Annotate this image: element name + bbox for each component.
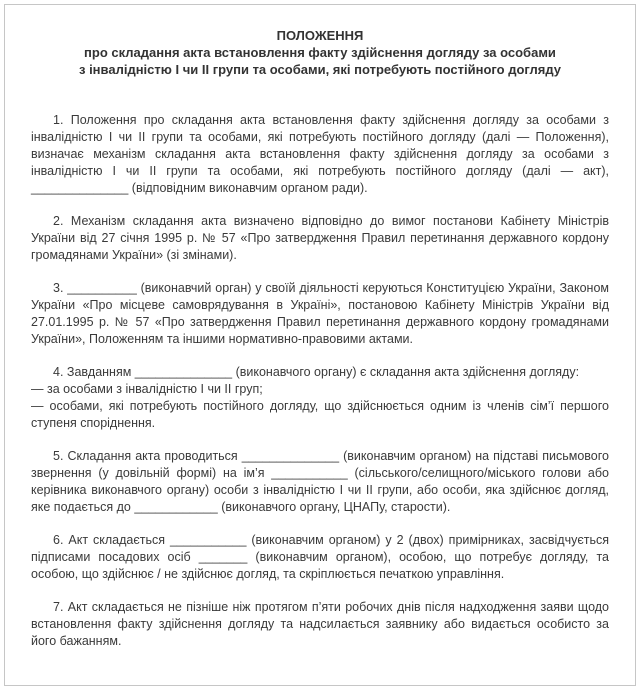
- paragraph-4-item-1: — за особами з інвалідністю I чи II груп;: [31, 382, 263, 396]
- document-page: [4, 4, 636, 686]
- paragraph-3: 3. __________ (виконавчий орган) у своїй діяльності керуються Конституцією України, Законом України «Про місцеве самоврядування в Україні», постановою Кабінету Міністрів України від 27.01.1995 р. № 57 «Про затвердження Правил перетинання державного кордону громадянами України», Положенням та іншими нормативно-правовими актами.: [31, 281, 609, 346]
- document-title: [31, 27, 609, 78]
- paragraph-5: 5. Складання акта проводиться ______________ (виконавчим органом) на підставі письмового звернення (у довільній формі) на ім’я ___________ (сільського/селищного/міського голови або керівника виконавчого органу) особи з інвалідністю I чи II групи, або особи, яка здійснює догляд, яке подається до ____________ (виконавчого органу, ЦНАПу, старости).: [31, 449, 609, 514]
- paragraph-7: 7. Акт складається не пізніше ніж протягом п’яти робочих днів після надходження заяви щодо встановлення факту здійснення догляду та надсилається заявнику або видається особисто за його бажанням.: [31, 600, 609, 648]
- paragraph-1: 1. Положення про складання акта встановлення факту здійснення догляду за особами з інвалідністю I чи II групи та особами, які потребують постійного догляду (далі — Положення), визначає механізм складання акта встановлення факту здійснення догляду за особами з інвалідністю I чи II групи та особами, які потребують постійного догляду (далі — акт), ______________ (відповідним виконавчим органом ради).: [31, 113, 609, 195]
- document-body: [31, 112, 609, 650]
- paragraph-2: 2. Механізм складання акта визначено відповідно до вимог постанови Кабінету Міністрів України від 27 січня 1995 р. № 57 «Про затвердження Правил перетинання державного кордону громадянами України» (зі змінами).: [31, 214, 609, 262]
- title-line-3: з інвалідністю I чи II групи та особами, які потребують постійного догляду: [79, 62, 561, 77]
- paragraph-4-intro: 4. Завданням ______________ (виконавчого органу) є складання акта здійснення догляду:: [53, 365, 580, 379]
- title-line-2: про складання акта встановлення факту здійснення догляду за особами: [84, 45, 556, 60]
- title-line-1: ПОЛОЖЕННЯ: [276, 28, 364, 43]
- paragraph-6: 6. Акт складається ___________ (виконавчим органом) у 2 (двох) примірниках, засвідчується підписами посадових осіб _______ (виконавчим органом), особою, що потребує догляду, та особою, що здійснює / не здійснює догляд, та скріплюється печаткою управління.: [31, 533, 609, 581]
- paragraph-4-item-2: — особами, які потребують постійного догляду, що здійснюється одним із членів сім’ї першого ступеня споріднення.: [31, 399, 609, 430]
